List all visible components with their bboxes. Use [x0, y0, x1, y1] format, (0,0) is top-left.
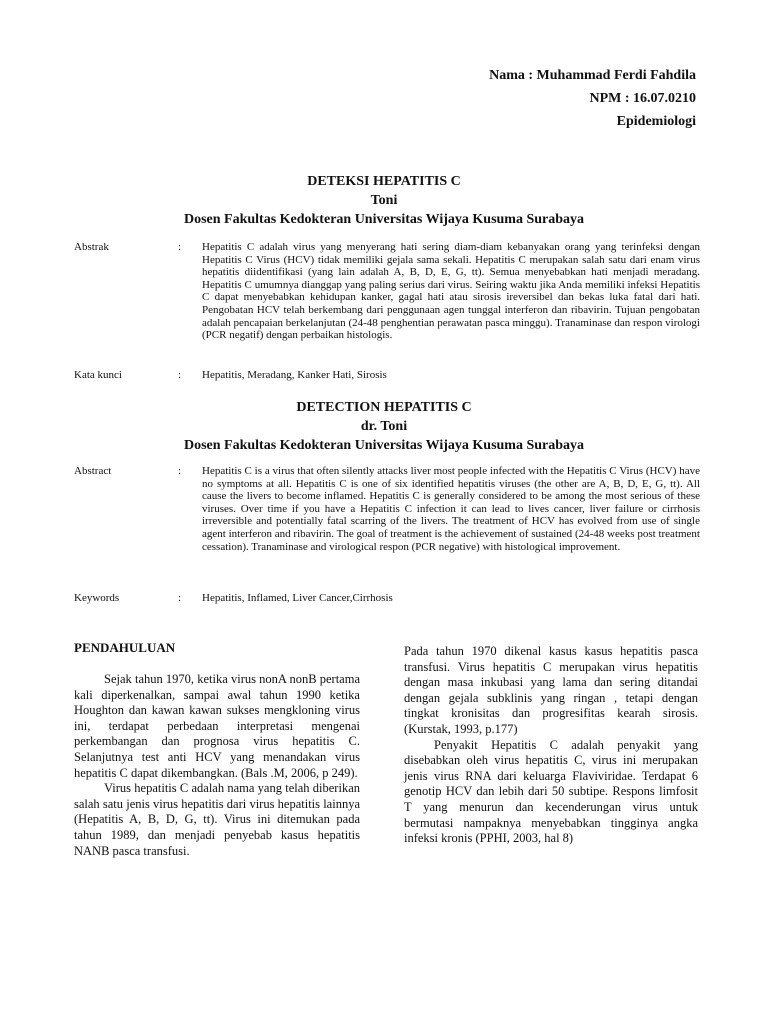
abstract-text: Hepatitis C is a virus that often silently attacks liver most people infected with the Hepatitis C Virus (HCV) have no symptoms at all. Hepatitis C is one of six identified hepatitis viruses (the other are A, B, D, E, G, tt). All cause the livers to become inflamed. Hepatitis C is generally considered to be among the most serious of these viruses. Over time if you have a Hepatitis C infection it can lead to lives cancer, liver failure or cirrhosis irreversible and potentially fatal scarring of the livers. The treatment of HCV has evolved from use of single agent interferon and ribavirin. The goal of treatment is the achievement of sustained (24-48 weeks post treatment cessation). Tranaminase and virological respon (PCR negative) with histological improvement. [202, 465, 700, 553]
kata-kunci-label: Kata kunci [74, 369, 122, 381]
abstract-colon: : [178, 465, 182, 477]
paper-title-id: DETEKSI HEPATITIS C [307, 174, 461, 189]
kata-kunci-colon: : [178, 369, 182, 381]
kata-kunci-text: Hepatitis, Meradang, Kanker Hati, Sirosis [202, 369, 387, 381]
paper-title-en: DETECTION HEPATITIS C [296, 400, 472, 415]
keywords-label: Keywords [74, 592, 120, 604]
course-name: Epidemiologi [616, 114, 696, 129]
english-title-block [0, 398, 768, 455]
body-paragraph: Penyakit Hepatitis C adalah penyakit yang disebabkan oleh virus hepatitis C, virus ini merupakan jenis virus RNA dari keluarga Flaviviridae. Terdapat 6 genotip HCV dan lebih dari 50 subtipe. Respons limfosit T yang menurun dan kecenderungan virus untuk bermutasi nampaknya menyebabkan tingginya angka infeksi kronis (PPHI, 2003, hal 8) [404, 737, 698, 846]
section-heading: PENDAHULUAN [74, 640, 176, 655]
abstrak-colon: : [178, 241, 182, 253]
author-info [489, 64, 696, 133]
body-paragraph: Pada tahun 1970 dikenal kasus kasus hepatitis pasca transfusi. Virus hepatitis C merupakan virus hepatitis dengan masa inkubasi yang lama dan sering ditandai dengan gejala subklinis yang ringan , tetapi dengan tingkat kronisitas dan progresifitas kearah sirosis. (Kurstak, 1993, p.177) [404, 644, 698, 736]
abstrak-text: Hepatitis C adalah virus yang menyerang hati sering diam-diam kebanyakan orang yang terinfeksi dengan Hepatitis C Virus (HCV) tidak memiliki gejala sama sekali. Hepatitis C merupakan salah satu dari enam virus hepatitis diidentifikasi (yang lain adalah A, B, D, E, G, tt). Semua menyebabkan hati menjadi meradang. Hepatitis C umumnya dianggap yang paling serius dari virus. Seiring waktu jika Anda memiliki infeksi Hepatitis C dapat menyebabkan kehidupan kanker, gagal hati atau sirosis ireversibel dan bekas luka fatal dari hati. Pengobatan HCV telah berkembang dari penggunaan agen tunggal interferon dan ribavirin. Tujuan pengobatan adalah pencapaian berkelanjutan (24-48 penghentian perawatan pasca minggu). Tranaminase dan respon virologi (PCR negatif) dengan perbaikan histologis. [202, 241, 700, 342]
body-column-left [74, 672, 360, 859]
body-paragraph: Sejak tahun 1970, ketika virus nonA nonB pertama kali diperkenalkan, sampai awal tahun 1990 ketika Houghton dan kawan kawan sukses mengkloning virus ini, terdapat perbedaan interpretasi mengenai perkembangan dan prognosa virus hepatitis C. Selanjutnya test anti HCV yang menandakan virus hepatitis C dapat dikembangkan. (Bals .M, 2006, p 249). [74, 672, 360, 780]
body-column-right [404, 644, 698, 847]
indonesian-title-block [0, 172, 768, 229]
paper-affiliation-en: Dosen Fakultas Kedokteran Universitas Wijaya Kusuma Surabaya [183, 438, 585, 453]
student-name: Nama : Muhammad Ferdi Fahdila [489, 68, 696, 83]
body-paragraph: Virus hepatitis C adalah nama yang telah diberikan salah satu jenis virus hepatitis dari virus hepatitis lainnya (Hepatitis A, B, D, G, tt). Virus ini ditemukan pada tahun 1989, dan menjadi penyebab kasus hepatitis NANB pasca transfusi. [74, 781, 360, 858]
paper-author-id: Toni [370, 193, 398, 208]
keywords-colon: : [178, 592, 182, 604]
keywords-text: Hepatitis, Inflamed, Liver Cancer,Cirrhosis [202, 592, 393, 604]
paper-affiliation-id: Dosen Fakultas Kedokteran Universitas Wijaya Kusuma Surabaya [183, 212, 585, 227]
paper-author-en: dr. Toni [360, 419, 408, 434]
abstrak-label: Abstrak [74, 241, 109, 253]
student-npm: NPM : 16.07.0210 [589, 91, 696, 106]
abstract-label: Abstract [74, 465, 112, 477]
